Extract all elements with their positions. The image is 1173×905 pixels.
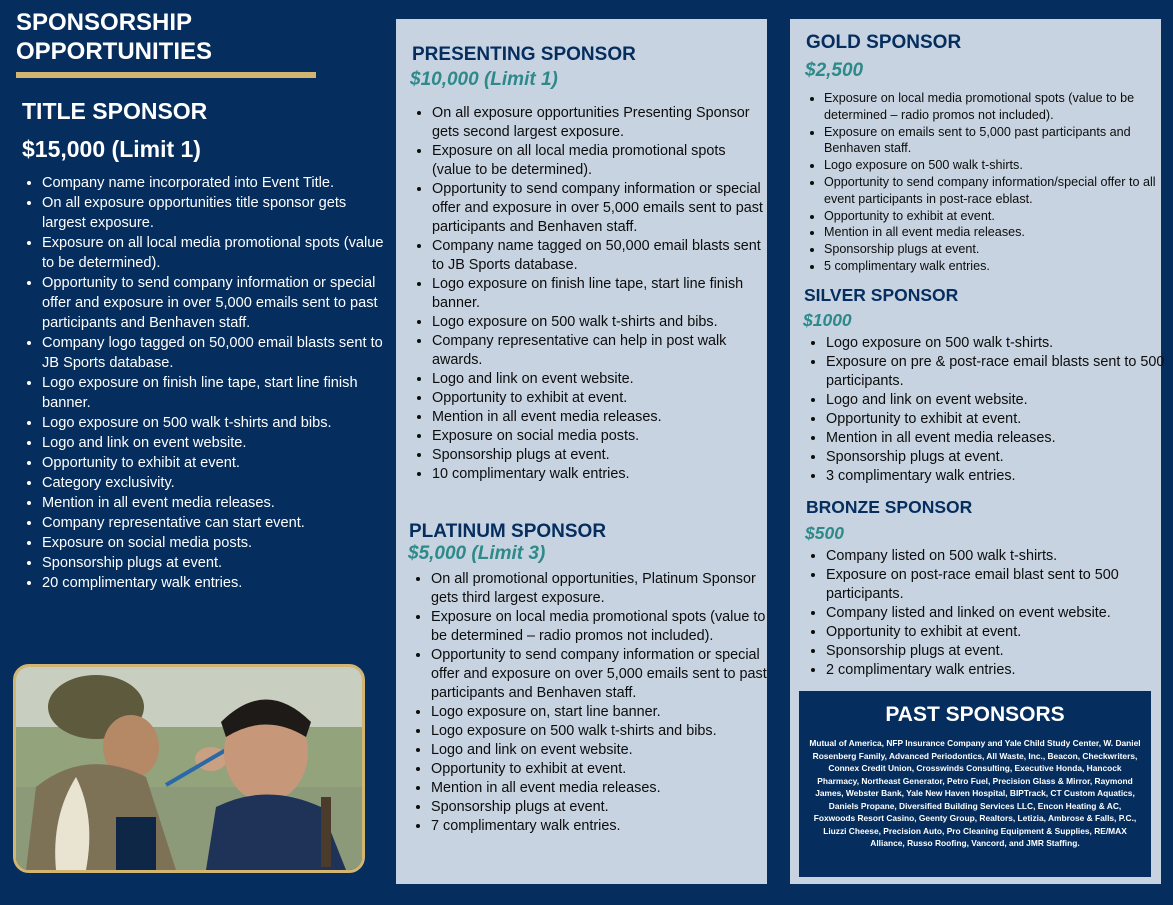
benefit-item: • On all exposure opportunities title sponsor gets largest exposure.	[42, 193, 387, 233]
benefit-item: • 10 complimentary walk entries.	[432, 465, 767, 484]
benefit-item: • Exposure on post-race email blast sent to 500 participants.	[826, 566, 1166, 604]
benefit-item: • Company representative can start event.	[42, 513, 387, 533]
benefit-item: • Logo and link on event website.	[826, 391, 1173, 410]
benefit-item: • Logo and link on event website.	[432, 370, 767, 389]
page-title	[16, 8, 316, 66]
benefit-item: • 3 complimentary walk entries.	[826, 467, 1173, 486]
bronze-sponsor-heading: BRONZE SPONSOR	[806, 497, 973, 517]
benefit-item: • Sponsorship plugs at event.	[826, 642, 1166, 661]
gold-sponsor-price: $2,500	[805, 60, 864, 81]
benefit-item: • 20 complimentary walk entries.	[42, 573, 387, 593]
presenting-sponsor-price: $10,000 (Limit 1)	[410, 69, 558, 90]
past-sponsors-list: Mutual of America, NFP Insurance Company and Yale Child Study Center, W. Daniel Rosenberg Family, Advanced Periodontics, All Waste, Inc., Beacon, Checkwriters, Connex Credit Union, Crosswinds Consulting, Executive Honda, Hancock Pharmacy, Northeast Generator, Petro Fuel, Precision Glass & Mirror, Raymond James, Webster Bank, Yale New Haven Hospital, BIPTrack, CT Custom Aquatics, Daniels Propane, Diversified Building Services LLC, Encon Heating & AC, Foxwoods Resort Casino, Geenty Group, Realtors, Letizia, Ambrose & Falls, P.C., Liuzzi Cheese, Precision Auto, Pro Cleaning Equipment & Supplies, RE/MAX Alliance, Russo Roofing, Vancord, and JMR Staffing.	[809, 738, 1141, 848]
benefit-item: • Logo exposure on, start line banner.	[431, 703, 771, 722]
benefit-item: • Opportunity to exhibit at event.	[42, 453, 387, 473]
benefit-item: • Exposure on pre & post-race email blasts sent to 500 participants.	[826, 353, 1173, 391]
benefit-item: • Company logo tagged on 50,000 email blasts sent to JB Sports database.	[42, 333, 387, 373]
platinum-sponsor-benefits	[411, 570, 771, 836]
silver-sponsor-price: $1000	[803, 310, 852, 330]
title-sponsor-heading: TITLE SPONSOR	[22, 98, 208, 124]
past-sponsors-box	[799, 691, 1151, 877]
title-sponsor-benefits	[22, 173, 387, 593]
benefit-item: • 2 complimentary walk entries.	[826, 661, 1166, 680]
benefit-item: • Logo exposure on 500 walk t-shirts.	[826, 334, 1173, 353]
platinum-sponsor-price: $5,000 (Limit 3)	[408, 543, 546, 564]
benefit-item: • Exposure on local media promotional spots (value to be determined – radio promos not included).	[824, 90, 1164, 124]
benefit-item: • On all exposure opportunities Presenting Sponsor gets second largest exposure.	[432, 104, 767, 142]
benefit-item: • Opportunity to send company information/special offer to all event participants in post-race eblast.	[824, 174, 1164, 208]
benefit-item: • Logo exposure on 500 walk t-shirts and bibs.	[431, 722, 771, 741]
presenting-sponsor-heading: PRESENTING SPONSOR	[412, 44, 636, 65]
benefit-item: • Company listed on 500 walk t-shirts.	[826, 547, 1166, 566]
benefit-item: • Company name incorporated into Event Title.	[42, 173, 387, 193]
bronze-sponsor-price: $500	[805, 523, 844, 543]
benefit-item: • Logo exposure on finish line tape, start line finish banner.	[432, 275, 767, 313]
benefit-item: • 7 complimentary walk entries.	[431, 817, 771, 836]
benefit-item: • Exposure on emails sent to 5,000 past participants and Benhaven staff.	[824, 124, 1164, 158]
benefit-item: • Logo exposure on 500 walk t-shirts and bibs.	[432, 313, 767, 332]
benefit-item: • 5 complimentary walk entries.	[824, 258, 1164, 275]
page-title-line2: OPPORTUNITIES	[16, 38, 213, 65]
benefit-item: • Opportunity to send company information or special offer and exposure in over 5,000 emails sent to past participants and Benhaven staff.	[432, 180, 767, 237]
face-painting-photo-image	[16, 667, 362, 870]
benefit-item: • Mention in all event media releases.	[431, 779, 771, 798]
benefit-item: • Logo and link on event website.	[431, 741, 771, 760]
benefit-item: • Company representative can help in post walk awards.	[432, 332, 767, 370]
gold-sponsor-benefits	[804, 90, 1164, 275]
benefit-item: • Opportunity to exhibit at event.	[432, 389, 767, 408]
title-underline	[16, 72, 316, 78]
title-sponsor-price: $15,000 (Limit 1)	[22, 136, 201, 162]
benefit-item: • Opportunity to exhibit at event.	[826, 410, 1173, 429]
benefit-item: • Exposure on local media promotional spots (value to be determined – radio promos not included).	[431, 608, 771, 646]
benefit-item: • Logo and link on event website.	[42, 433, 387, 453]
benefit-item: • Exposure on social media posts.	[42, 533, 387, 553]
event-photo	[13, 664, 365, 873]
benefit-item: • Company name tagged on 50,000 email blasts sent to JB Sports database.	[432, 237, 767, 275]
presenting-sponsor-benefits	[412, 104, 767, 484]
benefit-item: • Mention in all event media releases.	[826, 429, 1173, 448]
benefit-item: • Sponsorship plugs at event.	[824, 241, 1164, 258]
benefit-item: • Opportunity to send company information or special offer and exposure on over 5,000 emails sent to past participants and Benhaven staff.	[431, 646, 771, 703]
benefit-item: • Exposure on social media posts.	[432, 427, 767, 446]
benefit-item: • Logo exposure on 500 walk t-shirts.	[824, 157, 1164, 174]
benefit-item: • Logo exposure on finish line tape, start line finish banner.	[42, 373, 387, 413]
benefit-item: • Category exclusivity.	[42, 473, 387, 493]
benefit-item: • Exposure on all local media promotional spots (value to be determined).	[432, 142, 767, 180]
benefit-item: • Mention in all event media releases.	[432, 408, 767, 427]
benefit-item: • On all promotional opportunities, Platinum Sponsor gets third largest exposure.	[431, 570, 771, 608]
benefit-item: • Opportunity to exhibit at event.	[824, 208, 1164, 225]
benefit-item: • Sponsorship plugs at event.	[42, 553, 387, 573]
benefit-item: • Opportunity to send company information or special offer and exposure in over 5,000 emails sent to past participants and Benhaven staff.	[42, 273, 387, 333]
benefit-item: • Sponsorship plugs at event.	[432, 446, 767, 465]
benefit-item: • Sponsorship plugs at event.	[826, 448, 1173, 467]
benefit-item: • Opportunity to exhibit at event.	[826, 623, 1166, 642]
gold-sponsor-heading: GOLD SPONSOR	[806, 32, 962, 53]
benefit-item: • Mention in all event media releases.	[824, 224, 1164, 241]
past-sponsors-heading: PAST SPONSORS	[885, 703, 1065, 726]
benefit-item: • Logo exposure on 500 walk t-shirts and bibs.	[42, 413, 387, 433]
benefit-item: • Mention in all event media releases.	[42, 493, 387, 513]
silver-sponsor-benefits	[806, 334, 1173, 486]
bronze-sponsor-benefits	[806, 547, 1166, 680]
silver-sponsor-heading: SILVER SPONSOR	[804, 285, 959, 305]
benefit-item: • Sponsorship plugs at event.	[431, 798, 771, 817]
benefit-item: • Exposure on all local media promotional spots (value to be determined).	[42, 233, 387, 273]
benefit-item: • Company listed and linked on event website.	[826, 604, 1166, 623]
page-title-line1: SPONSORSHIP	[16, 9, 193, 36]
platinum-sponsor-heading: PLATINUM SPONSOR	[409, 521, 607, 542]
presenting-platinum-panel	[396, 19, 767, 884]
title-sponsor-column	[0, 0, 384, 905]
benefit-item: • Opportunity to exhibit at event.	[431, 760, 771, 779]
